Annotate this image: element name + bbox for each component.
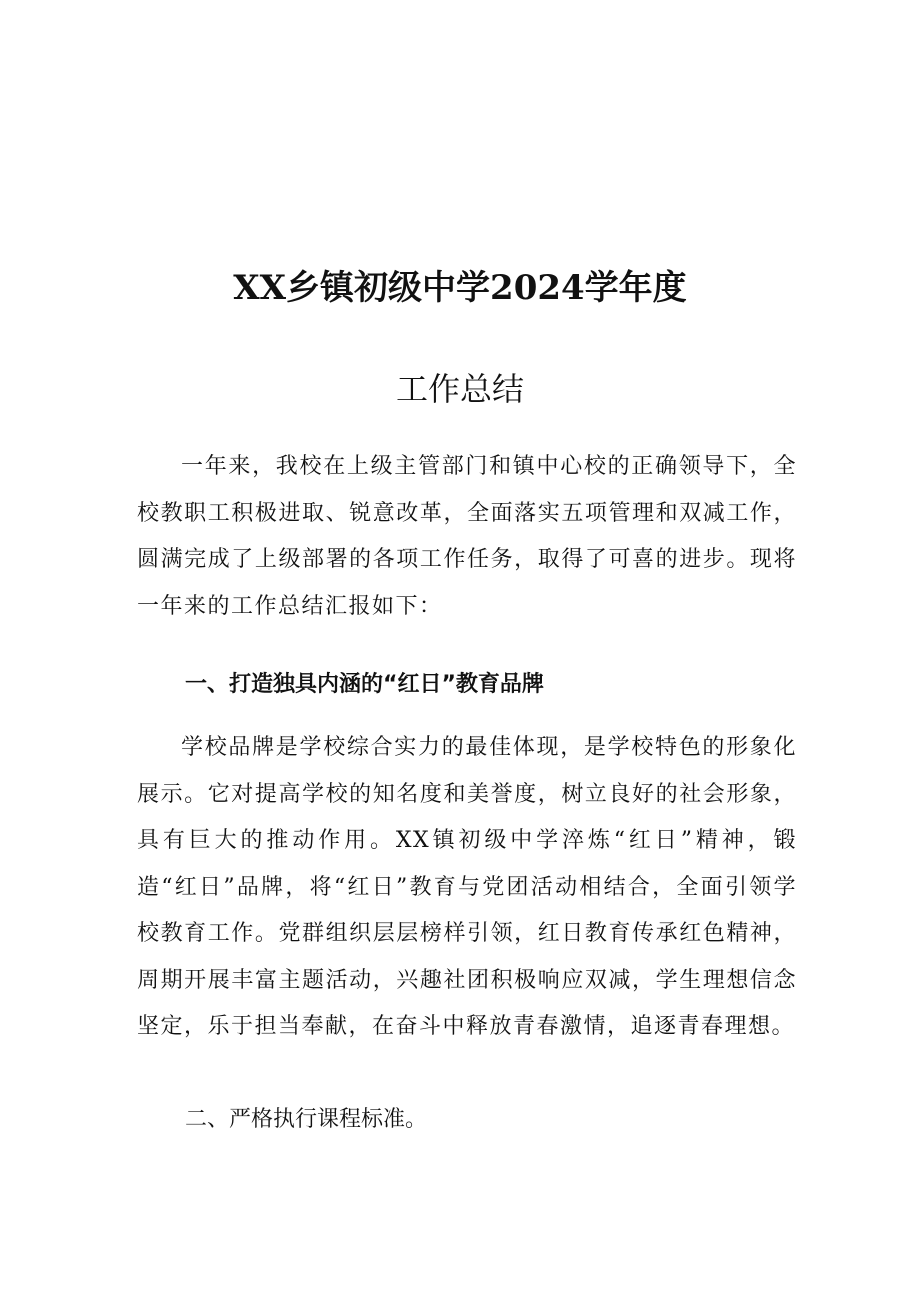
document-title-line-1: XX乡镇初级中学2024学年度	[233, 268, 687, 308]
intro-paragraph: 一年来，我校在上级主管部门和镇中心校的正确领导下，全校教职工积极进取、锐意改革，全面落实五项管理和双减工作，圆满完成了上级部署的各项工作任务，取得了可喜的进步。现将一年来的工作总结汇报如下：	[137, 454, 797, 619]
section-2-heading: 二、严格执行课程标准。	[185, 1107, 428, 1132]
section-1-heading: 一、打造独具内涵的“红日”教育品牌	[185, 672, 544, 697]
section-1-paragraph: 学校品牌是学校综合实力的最佳体现，是学校特色的形象化展示。它对提高学校的知名度和美誉度，树立良好的社会形象，具有巨大的推动作用。XX镇初级中学淬炼“红日”精神，锻造“红日”品牌，将“红日”教育与党团活动相结合，全面引领学校教育工作。党群组织层层榜样引领，红日教育传承红色精神，周期开展丰富主题活动，兴趣社团积极响应双减，学生理想信念坚定，乐于担当奉献，在奋斗中释放青春激情，追逐青春理想。	[137, 735, 797, 1039]
document-title-line-2: 工作总结	[395, 370, 524, 408]
